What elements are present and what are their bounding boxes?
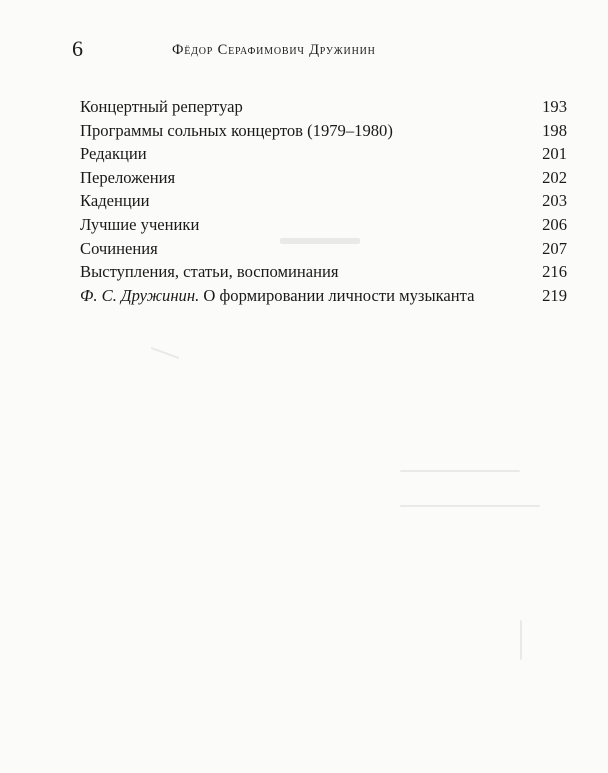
toc-entry-title: Выступления, статьи, воспоминания (80, 262, 339, 282)
toc-entry-page: 202 (542, 167, 567, 187)
page-number: 6 (72, 36, 83, 61)
toc-entry (80, 189, 567, 213)
show-through-mark (400, 505, 540, 507)
toc-entry-page: 219 (542, 285, 567, 305)
toc-entry (80, 95, 567, 119)
toc-entry-page: 203 (542, 191, 567, 211)
toc-entry (80, 284, 567, 308)
toc-entry-page: 207 (542, 238, 567, 258)
show-through-mark (520, 620, 522, 660)
toc-entry (80, 213, 567, 237)
toc-entry-page: 206 (542, 214, 567, 234)
toc-entry-title: Концертный репертуар (80, 97, 243, 116)
toc-entry (80, 237, 567, 261)
toc-entry-page: 201 (542, 144, 567, 164)
toc-entry-page: 216 (542, 262, 567, 282)
toc-entry (80, 119, 567, 143)
toc-entry-title: Каденции (80, 191, 150, 211)
running-head: Фёдор Серафимович Дружинин (172, 42, 376, 58)
toc-entry (80, 260, 567, 284)
toc-entry (80, 166, 567, 190)
toc-entry-title: Переложения (80, 167, 176, 187)
toc-entry-page: 193 (542, 97, 567, 116)
toc-entry (80, 142, 567, 166)
table-of-contents (80, 95, 567, 307)
toc-entry-title: Редакции (80, 144, 147, 164)
toc-entry-title: Лучшие ученики (80, 214, 200, 234)
toc-entry-page: 198 (542, 120, 567, 140)
toc-entry-title: Программы сольных концертов (1979–1980) (80, 120, 393, 140)
show-through-mark (151, 347, 180, 359)
toc-entry-title-text: О формировании личности музыканта (199, 285, 475, 305)
page-header (72, 36, 568, 66)
toc-entry-title (80, 284, 475, 308)
toc-entry-title: Сочинения (80, 238, 158, 258)
toc-entry-author: Ф. С. Дружинин. (80, 285, 200, 305)
show-through-mark (400, 470, 520, 472)
